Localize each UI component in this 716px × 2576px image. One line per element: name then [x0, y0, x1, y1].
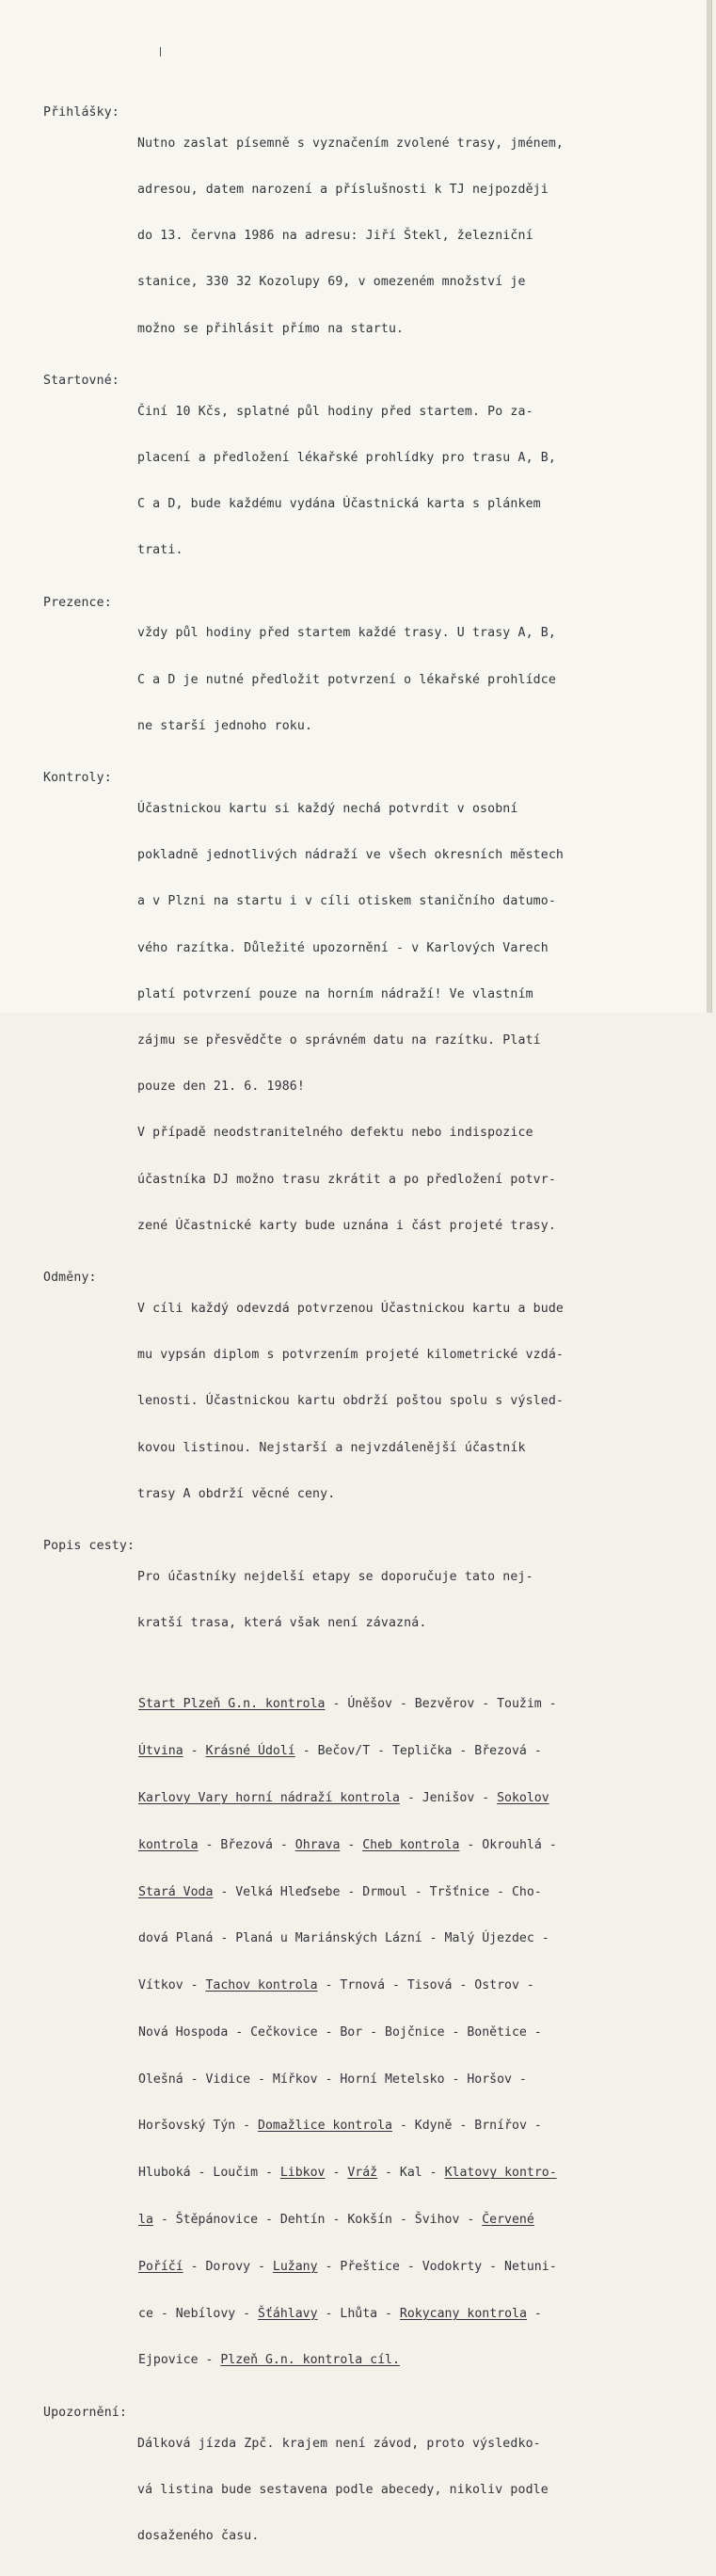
section-label: Popis cesty: [43, 1538, 135, 1553]
text-line: zájmu se přesvědčte o správném datu na razítku. Platí [137, 1032, 541, 1048]
route-line: Karlovy Vary horní nádraží kontrola - Jenišov - Sokolov [138, 1790, 549, 1805]
text-line: pokladně jednotlivých nádraží ve všech okresních městech [137, 848, 565, 863]
checkpoint-text: Klatovy kontro- [444, 2166, 557, 2181]
section-label: Startovné: [43, 373, 119, 388]
section-label: Přihlášky: [43, 105, 119, 120]
section-text [137, 105, 692, 368]
section-label: Prezence: [43, 595, 112, 610]
text-line: vého razítka. Důležité upozornění - v Karlových Varech [137, 940, 549, 955]
route-description [138, 1666, 692, 2400]
route-line: Nová Hospoda - Cečkovice - Bor - Bojčnice - Bonětice - [138, 2024, 542, 2040]
section-popis-cesty [43, 1539, 692, 1662]
section-text [137, 1539, 692, 1662]
text-line: Nutno zaslat písemně s vyznačením zvolené trasy, jménem, [137, 136, 565, 151]
checkpoint-text: Plzeň G.n. kontrola cíl. [220, 2353, 400, 2368]
checkpoint-text: kontrola [138, 1837, 199, 1852]
text-line: pouze den 21. 6. 1986! [137, 1080, 305, 1095]
section-prezence [43, 596, 692, 765]
text-line: ne starší jednoho roku. [137, 718, 313, 733]
section-startovne [43, 374, 692, 590]
route-line: la - Štěpánovice - Dehtín - Kokšín - Švihov - Červené [138, 2213, 534, 2227]
section-prihlasky [43, 105, 692, 368]
checkpoint-text: Domažlice kontrola [258, 2119, 392, 2134]
text-line: zené Účastnické karty bude uznána i část projeté trasy. [137, 1218, 556, 1233]
text-line: placení a předložení lékařské prohlídky pro trasu A, B, [137, 450, 556, 465]
section-text [137, 1271, 692, 1533]
text-line: C a D je nutné předložit potvrzení o lékařské prohlídce [137, 672, 556, 687]
text-line: C a D, bude každému vydána Účastnická karta s plánkem [137, 497, 541, 512]
route-line: dová Planá - Planá u Mariánských Lázní - Malý Újezdec - [138, 1931, 549, 1946]
document-body [43, 105, 692, 2576]
text-line: V případě neodstranitelného defektu nebo indispozice [137, 1126, 533, 1141]
text-line: vždy půl hodiny před startem každé trasy. U trasy A, B, [137, 626, 556, 641]
text-line: do 13. června 1986 na adresu: Jiří Štekl, železniční [137, 229, 533, 244]
text-line: Pro účastníky nejdelší etapy se doporučuje tato nej- [137, 1569, 533, 1584]
section-label: Upozornění: [43, 2406, 127, 2421]
section-odmeny [43, 1271, 692, 1533]
section-text [137, 2406, 692, 2575]
checkpoint-text: Karlovy Vary horní nádraží kontrola [138, 1790, 400, 1805]
text-line: kratší trasa, která však není závazná. [137, 1616, 427, 1630]
route-line: Stará Voda - Velká Hleďsebe - Drmoul - Tršťnice - Cho- [138, 1884, 542, 1899]
route-line: Hluboká - Loučim - Libkov - Vráž - Kal - Klatovy kontro- [138, 2166, 557, 2181]
checkpoint-text: la [138, 2213, 153, 2227]
checkpoint-text: Start Plzeň G.n. kontrola [138, 1697, 326, 1712]
text-line: účastníka DJ možno trasu zkrátit a po předložení potvr- [137, 1172, 556, 1187]
route-line: Útvina - Krásné Údolí - Bečov/T - Teplička - Březová - [138, 1744, 542, 1759]
text-line: dosaženého času. [137, 2529, 260, 2544]
section-text [137, 771, 692, 1265]
route-line: Olešná - Vidice - Mířkov - Horní Metelsko - Horšov - [138, 2072, 527, 2087]
section-text [137, 374, 692, 590]
text-line: V cíli každý odevzdá potvrzenou Účastnickou kartu a bude [137, 1301, 565, 1316]
text-line: lenosti. Účastnickou kartu obdrží poštou spolu s výsled- [137, 1394, 565, 1409]
section-text [137, 596, 692, 765]
text-line: Činí 10 Kčs, splatné půl hodiny před startem. Po za- [137, 404, 533, 419]
text-line: a v Plzni na startu i v cíli otiskem staničního datumo- [137, 894, 556, 909]
text-line: kovou listinou. Nejstarší a nejvzdálenější účastník [137, 1440, 526, 1455]
checkpoint-text: Cheb kontrola [362, 1837, 460, 1852]
text-line: Dálková jízda Zpč. krajem není závod, proto výsledko- [137, 2436, 541, 2451]
route-line: Poříčí - Dorovy - Lužany - Přeštice - Vodokrty - Netuni- [138, 2259, 557, 2274]
text-line: trasy A obdrží věcné ceny. [137, 1486, 336, 1501]
text-line: možno se přihlásit přímo na startu. [137, 321, 405, 336]
page-edge-shadow [707, 0, 711, 1013]
route-line: Vítkov - Tachov kontrola - Trnová - Tisová - Ostrov - [138, 1978, 534, 1993]
text-line: platí potvrzení pouze na horním nádraží! Ve vlastním [137, 986, 533, 1001]
route-line: kontrola - Březová - Ohrava - Cheb kontrola - Okrouhlá - [138, 1837, 557, 1852]
route-line: Ejpovice - Plzeň G.n. kontrola cíl. [138, 2353, 400, 2368]
section-upozorneni [43, 2406, 692, 2575]
text-line: trati. [137, 543, 183, 558]
punch-mark [160, 47, 161, 56]
section-label: Kontroly: [43, 771, 112, 786]
route-line: Start Plzeň G.n. kontrola - Úněšov - Bezvěrov - Toužim - [138, 1697, 557, 1712]
route-line: ce - Nebílovy - Šťáhlavy - Lhůta - Rokycany kontrola - [138, 2306, 542, 2321]
text-line: adresou, datem narození a příslušnosti k TJ nejpozději [137, 183, 549, 198]
route-line: Horšovský Týn - Domažlice kontrola - Kdyně - Brnířov - [138, 2119, 542, 2134]
text-line: vá listina bude sestavena podle abecedy, nikoliv podle [137, 2483, 549, 2498]
checkpoint-text: Tachov kontrola [205, 1978, 318, 1993]
text-line: Účastnickou kartu si každý nechá potvrdit v osobní [137, 801, 518, 816]
checkpoint-text: Rokycany kontrola [399, 2306, 527, 2321]
text-line: mu vypsán diplom s potvrzením projeté kilometrické vzdá- [137, 1348, 565, 1363]
text-line: stanice, 330 32 Kozolupy 69, v omezeném množství je [137, 275, 526, 290]
section-kontroly [43, 771, 692, 1265]
section-label: Odměny: [43, 1271, 97, 1286]
